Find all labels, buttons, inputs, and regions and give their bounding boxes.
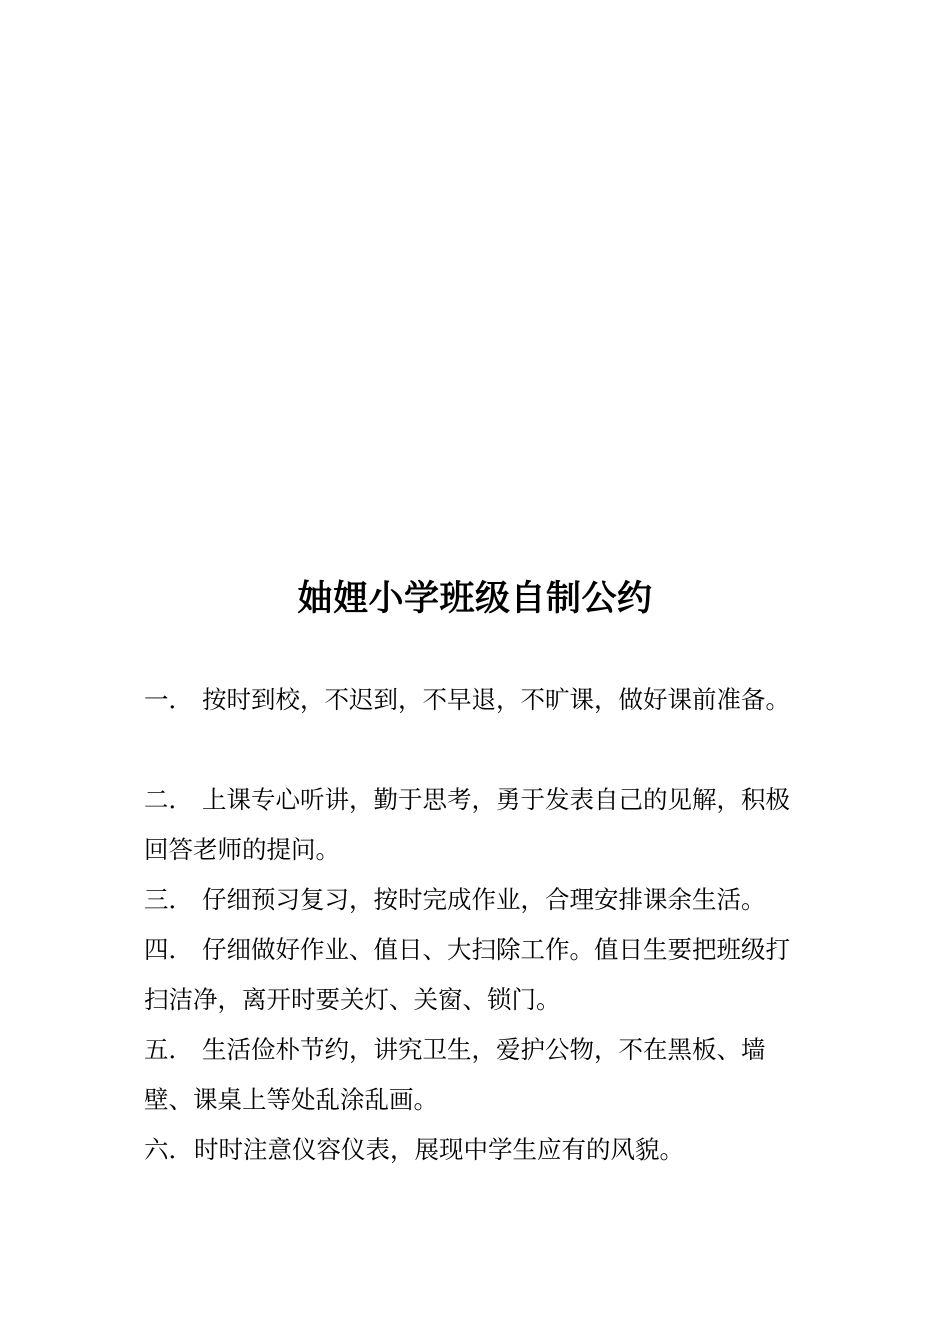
rule-text: 生活俭朴节约，讲究卫生，爱护公物，不在黑板、墙壁、课桌上等处乱涂乱画。 [144, 1035, 766, 1114]
rule-number: 四． [144, 935, 193, 964]
rule-text: 仔细预习复习，按时完成作业，合理安排课余生活。 [202, 885, 766, 914]
rule-number: 三． [144, 885, 193, 914]
rule-number: 一． [144, 685, 193, 714]
rule-item-3 [144, 875, 804, 925]
rule-text: 按时到校，不迟到，不早退，不旷课，做好课前准备。 [202, 685, 790, 714]
rule-text: 仔细做好作业、值日、大扫除工作。值日生要把班级打扫洁净，离开时要关灯、关窗、锁门。 [144, 935, 790, 1014]
rule-item-4 [144, 925, 804, 1025]
rule-item-2 [144, 775, 804, 875]
rule-number: 六． [144, 1135, 193, 1164]
rule-item-6 [144, 1125, 804, 1175]
rule-number: 五． [144, 1035, 193, 1064]
rule-text: 上课专心听讲，勤于思考，勇于发表自己的见解，积极回答老师的提问。 [144, 785, 790, 864]
document-title: 妯娌小学班级自制公约 [297, 579, 653, 619]
rule-item-1 [144, 675, 804, 725]
rules-list [144, 675, 804, 1175]
rule-text: 时时注意仪容仪表，展现中学生应有的风貌。 [194, 1135, 684, 1164]
rule-item-5 [144, 1025, 804, 1125]
rule-number: 二． [144, 785, 193, 814]
